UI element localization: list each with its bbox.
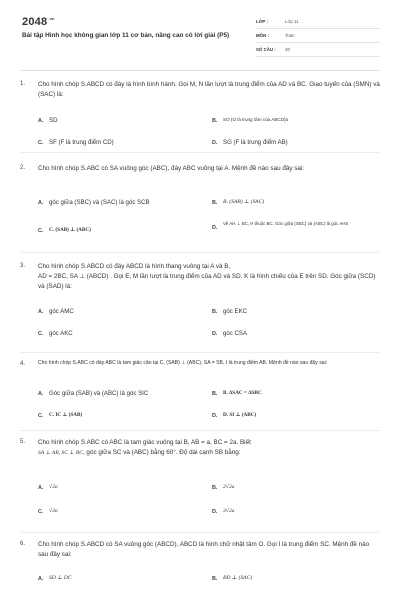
option-d[interactable]: D. Vẽ AH ⊥ BC, H thuộc BC. Góc giữa (SBC) và (ABC) là góc AHS — [212, 221, 349, 231]
question-2 — [20, 164, 380, 234]
option-b[interactable]: B. góc EKC — [212, 308, 248, 315]
question-text-formula: AD = 2BC, SA ⊥ (ABCD) . Gọi E, M lần lượt là trung điểm của AD và SD. K là hình chiếu của E trên SD. Góc giữa (SCD) và (SAD) là: — [38, 272, 376, 290]
option-c[interactable]: C. SF (F là trung điểm CD) — [38, 139, 114, 146]
question-text: Cho hình chóp S.ABC có ABC là tam giác vuông tại B, AB = a, BC = 2a. Biết — [38, 439, 251, 446]
question-number: 5. — [20, 439, 26, 445]
option-a[interactable]: A. góc giữa (SBC) và (SAC) là góc SCB — [38, 199, 150, 206]
option-c[interactable]: C. C. (SAB) ⊥ (ABC) — [38, 227, 91, 234]
question-text: Cho hình chóp S.ABC có SA vuông góc (ABC), đáy ABC vuông tại A. Mệnh đề nào sau đây sai: — [38, 165, 305, 172]
question-divider — [20, 430, 380, 431]
meta-label: SỐ CÂU : — [256, 47, 276, 52]
question-text: Cho hình chóp S.ABCD có đáy ABCD là hình thang vuông tại A và B, — [38, 263, 231, 270]
option-d[interactable]: D. 3√2a — [212, 508, 235, 515]
option-b[interactable]: B. 2√2a — [212, 484, 235, 491]
question-text-cont: , góc giữa SC và (ABC) bằng 60°. Độ dài cạnh SB bằng: — [82, 448, 241, 456]
meta-row-class — [256, 15, 380, 29]
option-a[interactable]: A. √2a — [38, 484, 58, 491]
option-b[interactable]: B. B. ΔSAC = ΔSBC — [212, 390, 262, 397]
option-d[interactable]: D. góc CSA — [212, 330, 248, 337]
question-number: 3. — [20, 263, 26, 269]
header-divider — [20, 70, 380, 71]
option-a[interactable]: A. Góc giữa (SAB) và (ABC) là góc SIC — [38, 390, 149, 397]
site-logo[interactable]: $2048^{.vn}$ — [22, 16, 55, 28]
option-b[interactable]: B. B. (SAB) ⊥ (SAC) — [212, 199, 265, 206]
question-divider — [20, 532, 380, 533]
meta-label: MÔN : — [256, 33, 269, 38]
question-number: 1. — [20, 81, 26, 87]
question-5 — [20, 438, 380, 515]
question-text: Cho hình chóp S.ABCD có đáy là hình bình hành. Gọi M, N lần lượt là trung điểm của AD và BC. Giao tuyến của (SMN) và (SAC) là: — [38, 81, 380, 98]
question-divider — [20, 252, 380, 253]
question-1 — [20, 80, 380, 146]
meta-value: Lớp 11 — [285, 19, 299, 24]
option-a[interactable]: A. SD — [38, 117, 58, 124]
meta-label: LỚP : — [256, 19, 268, 24]
question-3 — [20, 262, 380, 337]
option-d[interactable]: D. D. SI ⊥ (ABC) — [212, 412, 257, 419]
meta-row-count — [256, 43, 380, 57]
meta-value: 30 — [285, 47, 290, 52]
meta-row-subject — [256, 29, 380, 43]
meta-value: Toán — [285, 33, 295, 38]
question-formula: SA ⊥ AB, SC ⊥ BC — [38, 449, 83, 456]
question-6 — [20, 540, 380, 582]
option-c[interactable]: C. C. IC ⊥ (SAB) — [38, 412, 83, 419]
option-c[interactable]: C. góc AKC — [38, 330, 73, 337]
question-number: 4. — [20, 361, 26, 367]
question-divider — [20, 152, 380, 153]
option-d[interactable]: D. SG (F là trung điểm AB) — [212, 139, 288, 146]
option-c[interactable]: C. √3a — [38, 508, 58, 515]
document-header — [0, 0, 400, 66]
question-4 — [20, 360, 380, 419]
option-a[interactable]: A. góc AMC — [38, 308, 74, 315]
question-text: Cho hình chóp S.ABC có đáy ABC là tam giác cân tại C, (SAB) ⊥ (ABC), SA = SB, I là trung điểm AB. Mệnh đề nào sau đây sai: — [38, 360, 328, 366]
question-number: 6. — [20, 541, 26, 547]
question-number: 2. — [20, 165, 26, 171]
option-a[interactable]: A. SD ⊥ DC — [38, 575, 72, 582]
option-b[interactable]: B. BD ⊥ (SAC) — [212, 575, 253, 582]
page-title: Bài tập Hình học không gian lớp 11 cơ bản, nâng cao có lời giải (P5) — [22, 32, 230, 39]
question-divider — [20, 352, 380, 353]
question-text: Cho hình chóp S.ABCD có SA vuông góc (ABCD), ABCD là hình chữ nhật tâm O. Gọi I là trung điểm SC. Mệnh đề nào sau đây sai: — [38, 541, 370, 558]
option-b[interactable]: B. SO (O là trung tâm của ABCD)a — [212, 117, 289, 124]
meta-table — [256, 15, 380, 57]
